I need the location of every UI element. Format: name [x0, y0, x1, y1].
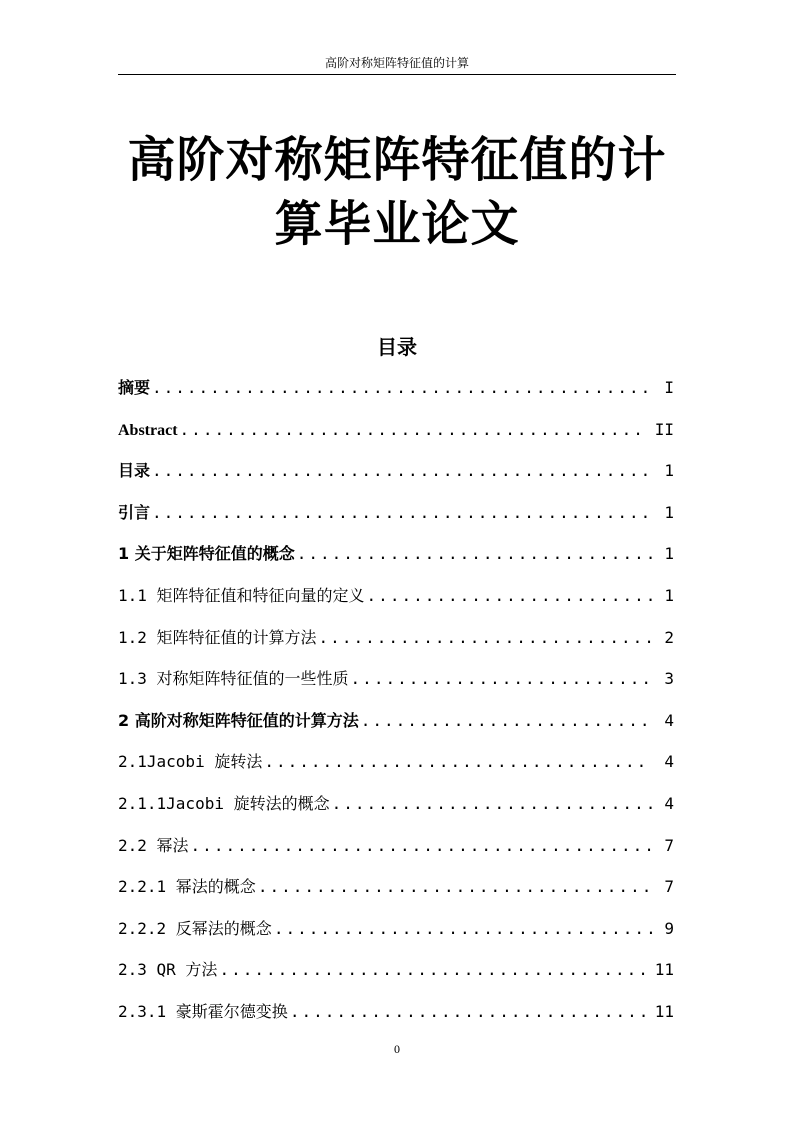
toc-entry-section-1-2[interactable]	[118, 626, 674, 668]
toc-entry-page: 4	[664, 752, 674, 772]
table-of-contents	[118, 376, 674, 1042]
running-header	[118, 54, 676, 75]
toc-entry-page: 4	[664, 710, 674, 730]
toc-entry-label: 目录	[118, 461, 151, 481]
toc-entry-label: 1 关于矩阵特征值的概念	[118, 544, 295, 564]
toc-leader-dots	[332, 792, 652, 816]
toc-leader-dots	[274, 917, 652, 941]
toc-entry-abstract-cn[interactable]	[118, 376, 674, 418]
toc-entry-label: 1.2 矩阵特征值的计算方法	[118, 627, 317, 647]
toc-entry-section-2-2-1[interactable]	[118, 875, 674, 917]
toc-entry-label: 2.2.2 反幂法的概念	[118, 918, 272, 938]
toc-leader-dots	[152, 459, 652, 483]
toc-leader-dots	[219, 958, 646, 982]
toc-leader-dots	[319, 626, 652, 650]
page-footer	[118, 1042, 676, 1057]
toc-entry-page: 2	[664, 627, 674, 647]
toc-entry-page: 1	[664, 461, 674, 481]
toc-entry-contents[interactable]	[118, 459, 674, 501]
toc-entry-page: 7	[664, 877, 674, 897]
toc-entry-chapter-2[interactable]	[118, 709, 674, 751]
toc-entry-introduction[interactable]	[118, 501, 674, 543]
toc-entry-page: 11	[654, 1001, 674, 1021]
toc-entry-abstract-en[interactable]	[118, 418, 674, 460]
toc-entry-section-2-2-2[interactable]	[118, 917, 674, 959]
toc-entry-label: 摘要	[118, 378, 151, 397]
toc-entry-label: 2.1Jacobi 旋转法	[118, 752, 263, 772]
toc-entry-page: I	[664, 378, 674, 397]
toc-entry-page: 7	[664, 835, 674, 855]
toc-entry-page: 4	[664, 793, 674, 813]
page-number: 0	[394, 1042, 400, 1056]
toc-entry-page: 1	[664, 585, 674, 605]
toc-entry-section-2-1[interactable]	[118, 750, 674, 792]
toc-entry-page: 1	[664, 502, 674, 522]
toc-entry-section-2-1-1[interactable]	[118, 792, 674, 834]
toc-entry-page: 3	[664, 669, 674, 689]
toc-entry-label: 1.1 矩阵特征值和特征向量的定义	[118, 585, 365, 605]
toc-leader-dots	[191, 834, 652, 858]
toc-entry-label: 2.3.1 豪斯霍尔德变换	[118, 1001, 288, 1021]
document-title	[100, 128, 694, 256]
running-header-title: 高阶对称矩阵特征值的计算	[324, 56, 469, 70]
toc-entry-section-1-1[interactable]	[118, 584, 674, 626]
toc-entry-label: 2.2.1 幂法的概念	[118, 877, 256, 897]
toc-entry-label: Abstract	[118, 421, 178, 439]
toc-leader-dots	[180, 418, 647, 442]
document-title-line-1: 高阶对称矩阵特征值的计	[127, 132, 667, 188]
toc-leader-dots	[152, 501, 652, 525]
toc-leader-dots	[264, 750, 652, 774]
toc-heading: 目录	[377, 335, 417, 359]
toc-entry-chapter-1[interactable]	[118, 542, 674, 584]
toc-entry-page: II	[654, 419, 674, 439]
toc-entry-section-2-2[interactable]	[118, 834, 674, 876]
toc-entry-section-1-3[interactable]	[118, 667, 674, 709]
toc-entry-page: 1	[664, 544, 674, 564]
toc-leader-dots	[152, 376, 652, 400]
toc-leader-dots	[290, 1000, 647, 1024]
toc-leader-dots	[367, 584, 652, 608]
toc-leader-dots	[258, 875, 652, 899]
toc-entry-section-2-3-1[interactable]	[118, 1000, 674, 1042]
toc-entry-page: 11	[654, 960, 674, 980]
toc-entry-label: 2 高阶对称矩阵特征值的计算方法	[118, 710, 359, 730]
toc-entry-label: 2.1.1Jacobi 旋转法的概念	[118, 793, 330, 813]
toc-entry-label: 引言	[118, 502, 151, 522]
toc-leader-dots	[297, 542, 652, 566]
toc-entry-label: 2.2 幂法	[118, 835, 189, 855]
document-title-line-2: 算毕业论文	[274, 196, 520, 252]
toc-entry-label: 2.3 QR 方法	[118, 960, 218, 980]
toc-entry-page: 9	[664, 918, 674, 938]
toc-entry-label: 1.3 对称矩阵特征值的一些性质	[118, 669, 349, 689]
toc-leader-dots	[351, 667, 652, 691]
toc-leader-dots	[361, 709, 652, 733]
toc-entry-section-2-3[interactable]	[118, 958, 674, 1000]
